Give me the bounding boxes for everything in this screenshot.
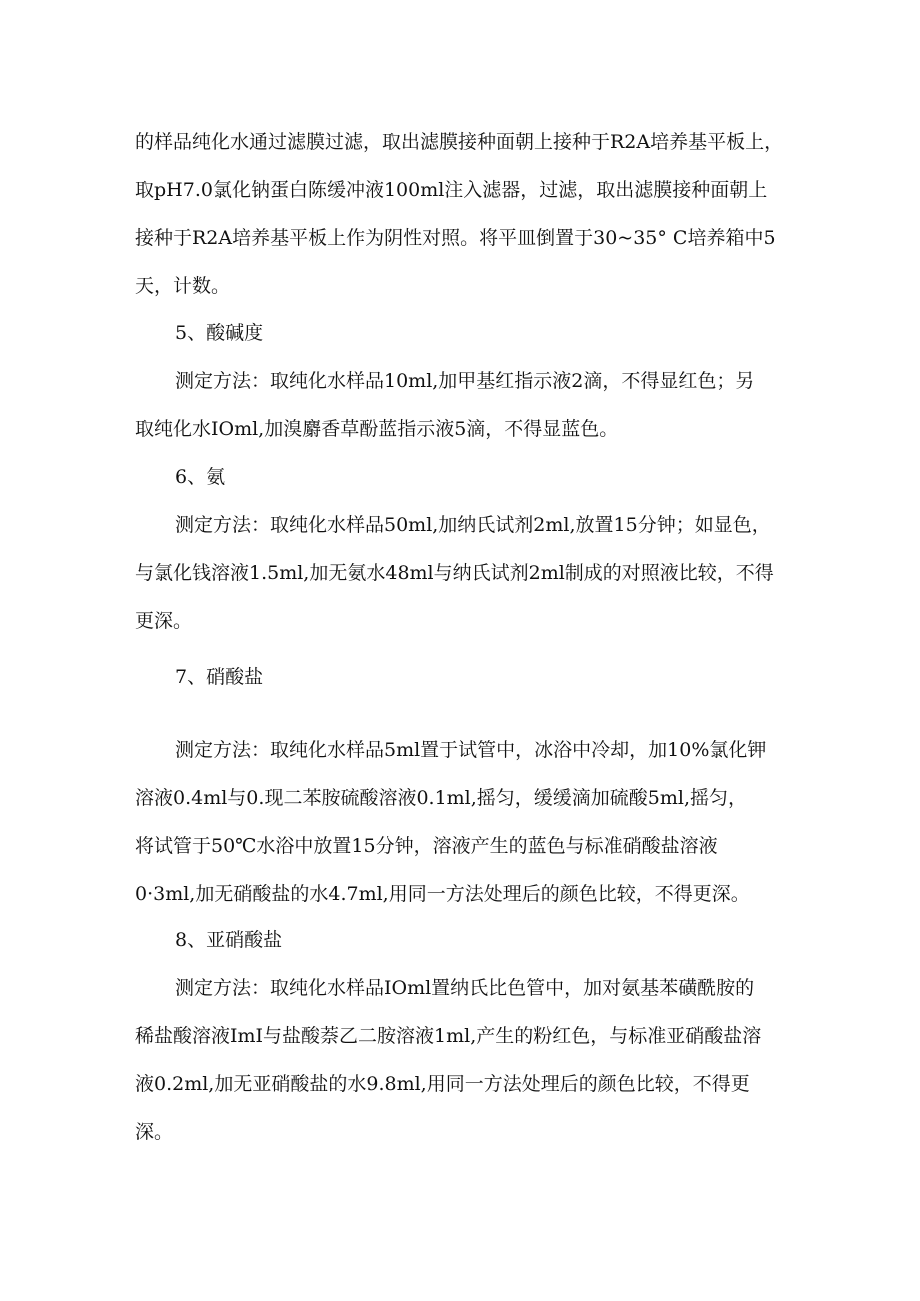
text-line: 与氯化钱溶液1.5ml,加无氨水48ml与纳氏试剂2ml制成的对照液比较，不得 [135,562,774,584]
text-line: 测定方法：取纯化水样品5ml置于试管中，冰浴中冷却，加10%氯化钾 [175,739,767,761]
text-line: 取纯化水IOml,加溴麝香草酚蓝指示液5滴，不得显蓝色。 [135,418,619,440]
section-heading-nitrite: 8、亚硝酸盐 [175,929,283,951]
text-line: 液0.2ml,加无亚硝酸盐的水9.8ml,用同一方法处理后的颜色比较，不得更 [135,1073,750,1095]
text-line: 天，计数。 [135,275,231,297]
text-line: 测定方法：取纯化水样品10ml,加甲基红指示液2滴，不得显红色；另 [175,370,755,392]
text-line: 将试管于50℃水浴中放置15分钟，溶液产生的蓝色与标准硝酸盐溶液 [135,835,718,857]
text-line: 0·3ml,加无硝酸盐的水4.7ml,用同一方法处理后的颜色比较，不得更深。 [135,883,750,905]
paragraph-nitrate-method [135,726,795,918]
text-line: 测定方法：取纯化水样品50ml,加纳氏试剂2ml,放置15分钟；如显色， [175,514,771,536]
text-line: 测定方法：取纯化水样品IOml置纳氏比色管中，加对氨基苯磺酰胺的 [175,977,755,999]
text-line: 的样品纯化水通过滤膜过滤，取出滤膜接种面朝上接种于R2A培养基平板上， [135,131,784,153]
text-line: 取pH7.0氯化钠蛋白陈缓冲液100ml注入滤器，过滤，取出滤膜接种面朝上 [135,179,768,201]
section-heading-ammonia: 6、氨 [175,466,226,488]
paragraph-ammonia-method [135,501,795,645]
text-line: 接种于R2A培养基平板上作为阴性对照。将平皿倒置于30~35° C培养箱中5 [135,227,776,249]
section-heading-nitrate: 7、硝酸盐 [175,666,264,688]
text-line: 稀盐酸溶液ImI与盐酸萘乙二胺溶液1ml,产生的粉红色，与标准亚硝酸盐溶 [135,1025,762,1047]
text-line: 溶液0.4ml与0.现二苯胺硫酸溶液0.1ml,摇匀，缓缓滴加硫酸5ml,摇匀， [135,787,748,809]
text-line: 更深。 [135,610,193,632]
paragraph-nitrite-method [135,964,795,1156]
paragraph-microbial-limit-continued [135,118,795,310]
section-heading-acidity: 5、酸碱度 [175,322,264,344]
paragraph-acidity-method [135,357,795,453]
text-line: 深。 [135,1121,174,1143]
